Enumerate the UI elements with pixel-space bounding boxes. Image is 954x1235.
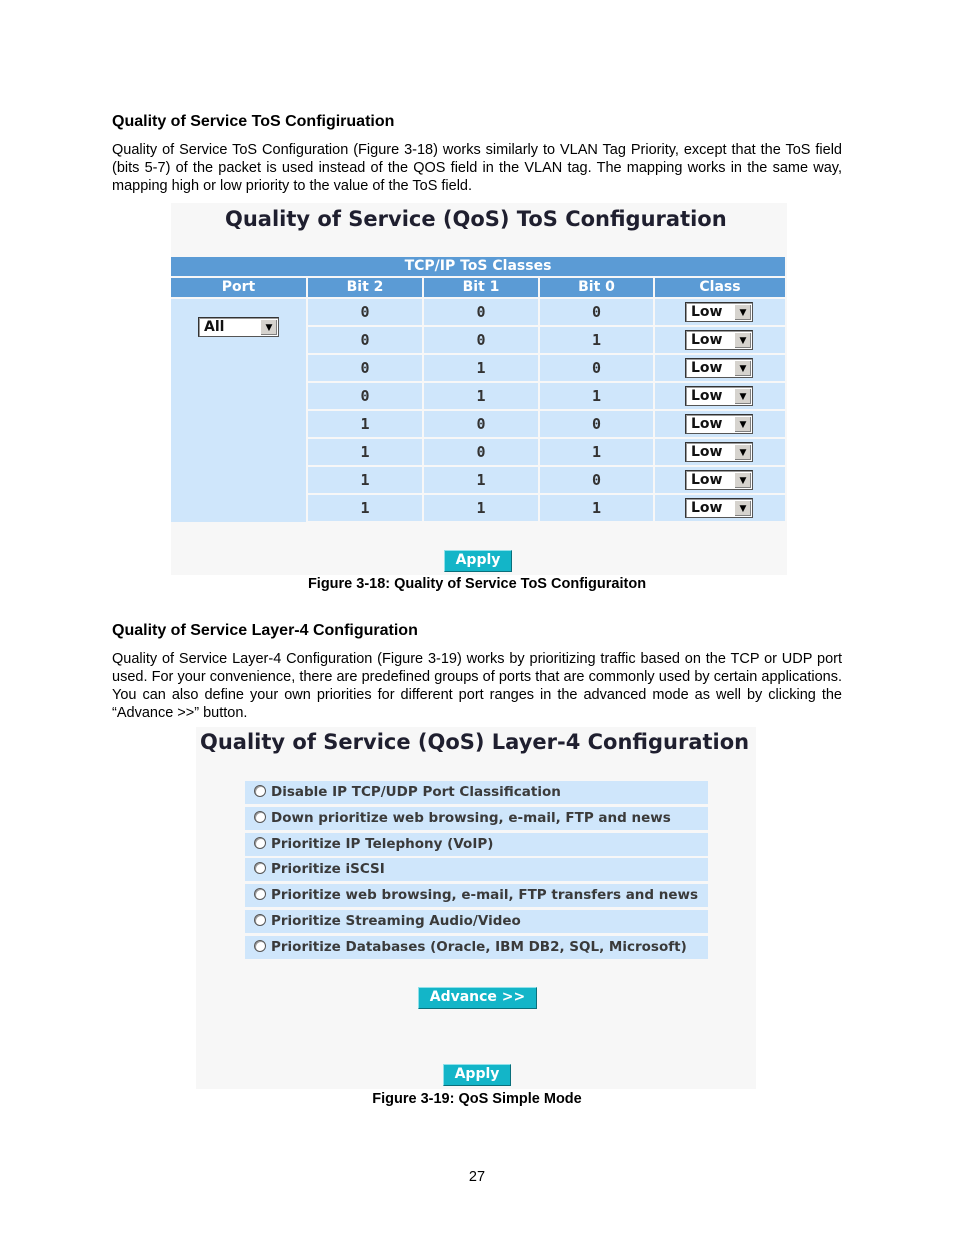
tos-cell-bit2: 0: [308, 383, 422, 409]
tos-cell-class: [655, 439, 785, 465]
figure-caption-3-19: Figure 3-19: QoS Simple Mode: [372, 1091, 582, 1107]
layer4-option-row[interactable]: [245, 807, 708, 830]
col-header-bit0: Bit 0: [540, 278, 653, 297]
tos-cell-class: [655, 495, 785, 521]
layer4-option-label: Disable IP TCP/UDP Port Classification: [271, 784, 561, 800]
tos-cell-class: [655, 411, 785, 437]
class-select-value: Low: [691, 444, 723, 460]
tos-cell-bit0: 0: [540, 355, 653, 381]
tos-cell-bit2: 0: [308, 299, 422, 325]
class-select-value: Low: [691, 332, 723, 348]
col-header-port: Port: [171, 278, 306, 297]
port-cell: [171, 299, 306, 522]
radio-button[interactable]: [254, 785, 266, 797]
tos-cell-class: [655, 327, 785, 353]
radio-button[interactable]: [254, 811, 266, 823]
advance-button[interactable]: Advance >>: [418, 987, 537, 1009]
tos-cell-class: [655, 467, 785, 493]
tos-cell-class: [655, 299, 785, 325]
tos-cell-bit1: 0: [424, 299, 538, 325]
class-select[interactable]: [685, 386, 753, 406]
layer4-option-label: Prioritize Databases (Oracle, IBM DB2, SQL, Microsoft): [271, 939, 687, 955]
tos-cell-bit1: 0: [424, 439, 538, 465]
layer4-apply-button[interactable]: Apply: [443, 1064, 511, 1086]
tos-cell-bit0: 0: [540, 411, 653, 437]
layer4-option-label: Down prioritize web browsing, e-mail, FTP and news: [271, 810, 671, 826]
tos-cell-bit2: 1: [308, 439, 422, 465]
chevron-down-icon: ▼: [734, 304, 751, 320]
class-select-value: Low: [691, 304, 723, 320]
tos-screenshot: [171, 203, 787, 575]
col-header-class: Class: [655, 278, 785, 297]
layer4-option-row[interactable]: [245, 833, 708, 856]
tos-cell-bit0: 1: [540, 439, 653, 465]
port-select[interactable]: [198, 317, 279, 337]
class-select-value: Low: [691, 416, 723, 432]
layer4-option-label: Prioritize Streaming Audio/Video: [271, 913, 521, 929]
section-heading-layer4: Quality of Service Layer-4 Configuration: [112, 622, 418, 639]
layer4-option-label: Prioritize IP Telephony (VoIP): [271, 836, 494, 852]
class-select[interactable]: [685, 302, 753, 322]
port-select-value: All: [204, 319, 225, 335]
class-select[interactable]: [685, 498, 753, 518]
tos-cell-bit1: 1: [424, 383, 538, 409]
chevron-down-icon: ▼: [734, 500, 751, 516]
col-header-bit2: Bit 2: [308, 278, 422, 297]
class-select-value: Low: [691, 360, 723, 376]
tos-cell-bit1: 0: [424, 411, 538, 437]
radio-button[interactable]: [254, 862, 266, 874]
radio-button[interactable]: [254, 888, 266, 900]
radio-button[interactable]: [254, 914, 266, 926]
col-header-bit1: Bit 1: [424, 278, 538, 297]
chevron-down-icon: ▼: [734, 416, 751, 432]
page-number: 27: [468, 1169, 486, 1185]
layer4-option-label: Prioritize iSCSI: [271, 861, 385, 877]
tos-apply-button[interactable]: Apply: [444, 550, 512, 572]
tos-cell-bit0: 1: [540, 383, 653, 409]
tos-cell-class: [655, 383, 785, 409]
class-select-value: Low: [691, 472, 723, 488]
layer4-option-row[interactable]: [245, 781, 708, 804]
section-paragraph-layer4: Quality of Service Layer-4 Configuration (Figure 3-19) works by prioritizing traffic based on the TCP or UDP port used. For your convenience, there are predefined groups of ports that are commonly used by certain applications. You can also define your own priorities for different port ranges in the advanced mode as well by clicking the “Advance >>” button.: [112, 651, 842, 721]
layer4-option-row[interactable]: [245, 858, 708, 881]
tos-cell-bit2: 1: [308, 495, 422, 521]
chevron-down-icon: ▼: [734, 472, 751, 488]
layer4-option-row[interactable]: [245, 884, 708, 907]
layer4-option-row[interactable]: [245, 910, 708, 933]
class-select-value: Low: [691, 500, 723, 516]
radio-button[interactable]: [254, 940, 266, 952]
tos-cell-bit0: 1: [540, 327, 653, 353]
tos-cell-bit2: 1: [308, 467, 422, 493]
chevron-down-icon: ▼: [734, 388, 751, 404]
class-select[interactable]: [685, 470, 753, 490]
chevron-down-icon: ▼: [734, 360, 751, 376]
layer4-option-row[interactable]: [245, 936, 708, 959]
tos-cell-bit0: 0: [540, 299, 653, 325]
tos-cell-class: [655, 355, 785, 381]
chevron-down-icon: ▼: [260, 319, 277, 335]
tos-page-title: Quality of Service (QoS) ToS Configuration: [225, 207, 727, 231]
chevron-down-icon: ▼: [734, 444, 751, 460]
tos-cell-bit0: 1: [540, 495, 653, 521]
figure-caption-3-18: Figure 3-18: Quality of Service ToS Configuraiton: [307, 576, 647, 592]
chevron-down-icon: ▼: [734, 332, 751, 348]
section-paragraph-tos: Quality of Service ToS Configuration (Figure 3-18) works similarly to VLAN Tag Priority, except that the ToS field (bits 5-7) of the packet is used instead of the QOS field in the VLAN tag. The mapping works in the same way, mapping high or low priority to the value of the ToS field.: [112, 142, 842, 194]
class-select-value: Low: [691, 388, 723, 404]
tos-cell-bit2: 0: [308, 355, 422, 381]
class-select[interactable]: [685, 330, 753, 350]
tos-cell-bit1: 1: [424, 467, 538, 493]
layer4-option-label: Prioritize web browsing, e-mail, FTP transfers and news: [271, 887, 699, 903]
tos-group-header: TCP/IP ToS Classes: [171, 257, 785, 276]
section-heading-tos: Quality of Service ToS Configiruation: [112, 113, 395, 130]
tos-cell-bit1: 1: [424, 495, 538, 521]
class-select[interactable]: [685, 442, 753, 462]
tos-cell-bit1: 0: [424, 327, 538, 353]
tos-cell-bit2: 1: [308, 411, 422, 437]
class-select[interactable]: [685, 414, 753, 434]
tos-cell-bit1: 1: [424, 355, 538, 381]
tos-cell-bit0: 0: [540, 467, 653, 493]
tos-cell-bit2: 0: [308, 327, 422, 353]
class-select[interactable]: [685, 358, 753, 378]
layer4-page-title: Quality of Service (QoS) Layer-4 Configuration: [200, 730, 750, 754]
radio-button[interactable]: [254, 837, 266, 849]
